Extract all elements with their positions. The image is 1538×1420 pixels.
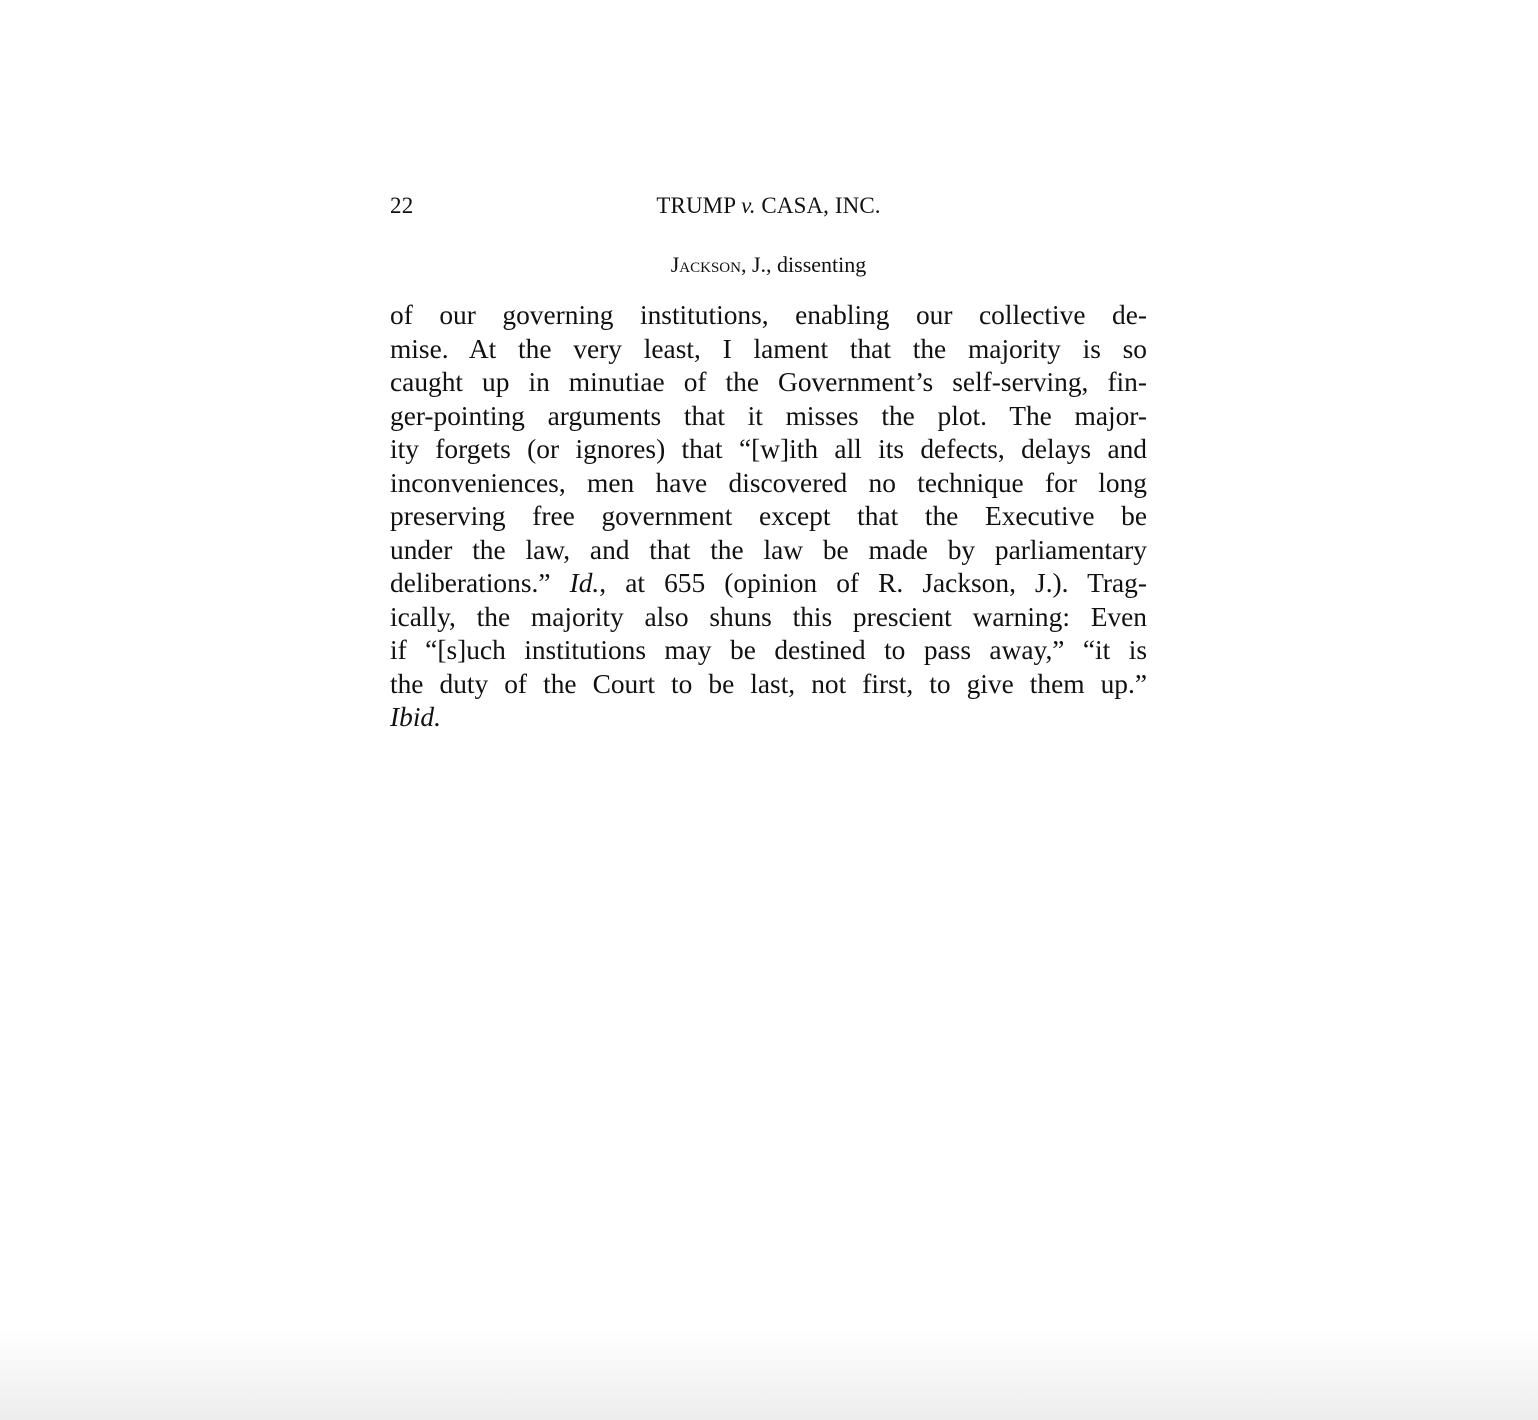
body-line: under the law, and that the law be made by parliamentary: [390, 534, 1147, 565]
body-line: of our governing institutions, enabling our collective de-: [390, 300, 1147, 330]
citation-id: Id.: [569, 568, 600, 598]
case-title-versus: v.: [741, 193, 756, 218]
case-title-petitioner: TRUMP: [656, 193, 736, 218]
body-line: mise. At the very least, I lament that the majority is so: [390, 333, 1147, 364]
case-title: [390, 192, 1147, 220]
opinion-suffix: , J., dissenting: [740, 252, 867, 277]
body-line: ity forgets (or ignores) that “[w]ith all its defects, delays and: [390, 434, 1147, 464]
body-line-citation: [390, 567, 1147, 601]
citation-ibid: Ibid.: [390, 702, 441, 732]
body-line: the duty of the Court to be last, not first, to give them up.”: [390, 668, 1147, 699]
body-line: ically, the majority also shuns this prescient warning: Even: [390, 601, 1147, 632]
body-line-ibid: [390, 701, 1147, 735]
body-line: ger-pointing arguments that it misses the plot. The major-: [390, 400, 1147, 431]
body-line: inconveniences, men have discovered no technique for long: [390, 467, 1147, 498]
opinion-attribution: [390, 251, 1147, 279]
body-line: preserving free government except that the Executive be: [390, 501, 1147, 531]
opinion-body-paragraph: [390, 299, 1147, 735]
page-number: 22: [390, 193, 414, 218]
case-title-respondent: CASA, INC.: [761, 193, 881, 218]
body-line: if “[s]uch institutions may be destined to pass away,” “it is: [390, 635, 1147, 665]
body-line: caught up in minutiae of the Government’s self-serving, fin-: [390, 367, 1147, 397]
viewer-bottom-shadow: [0, 1330, 1538, 1420]
body-text-segment: deliberations.”: [390, 568, 551, 598]
body-text-segment: , at 655 (opinion of R. Jackson, J.). Trag-: [599, 568, 1147, 598]
opinion-author: Jackson: [670, 252, 741, 277]
